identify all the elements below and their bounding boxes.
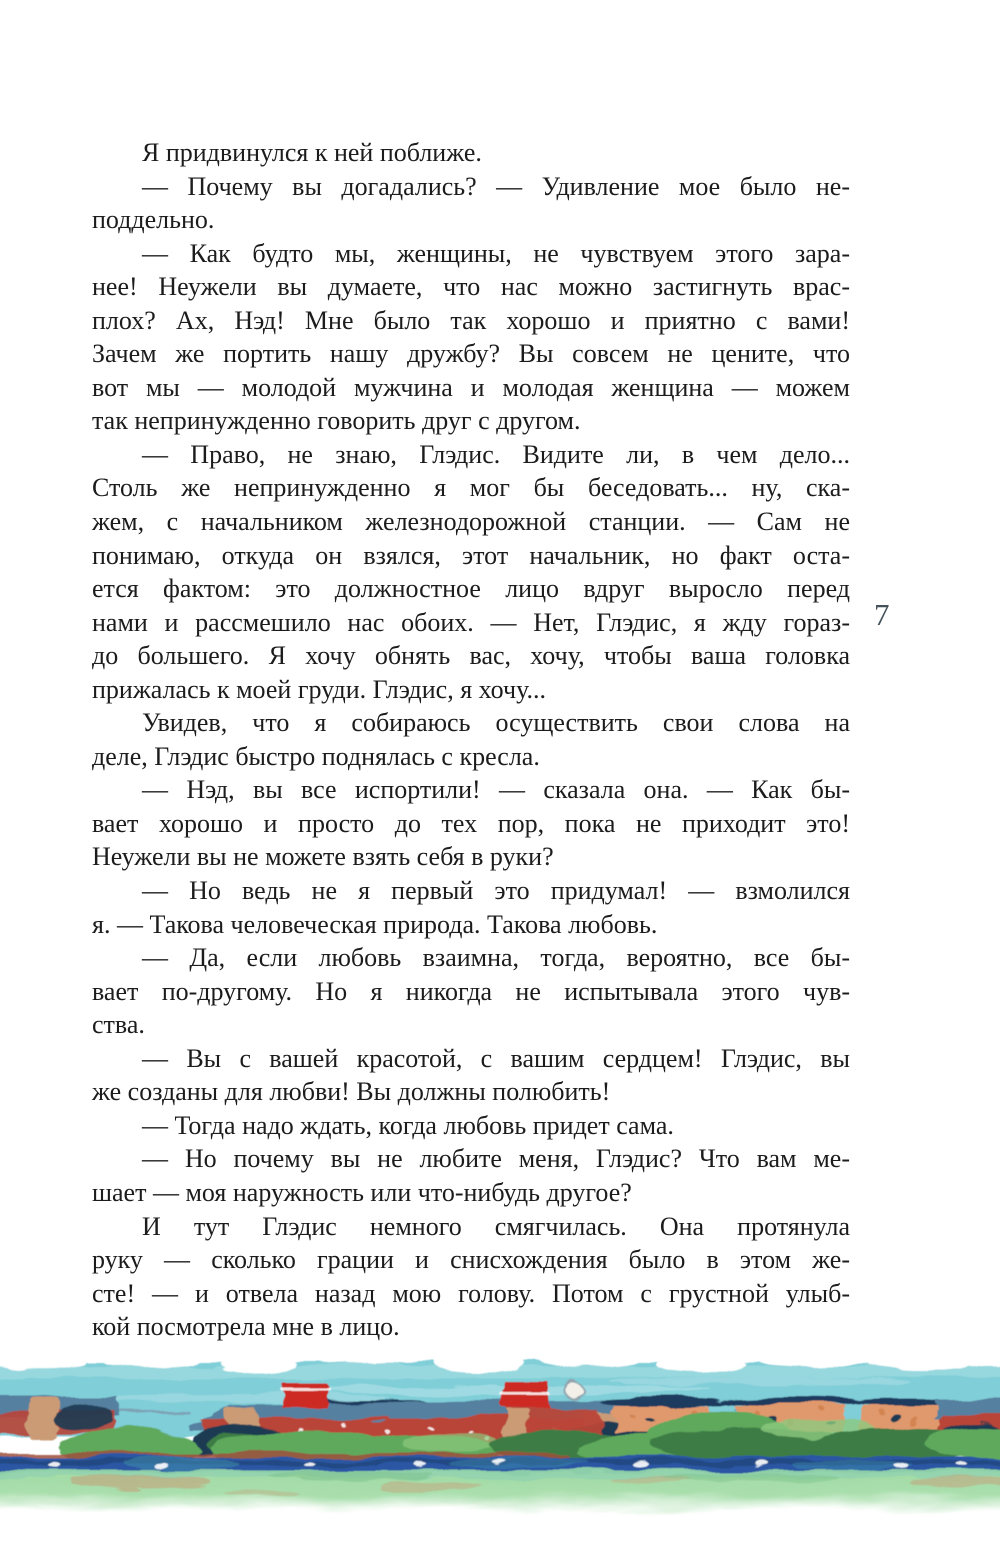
- paragraph: [92, 941, 850, 1042]
- text-line: — Но почему вы не любите меня, Глэдис? Что вам ме-: [142, 1144, 850, 1174]
- paragraph: [92, 1042, 850, 1109]
- text-line: прижалась к моей груди. Глэдис, я хочу...: [92, 674, 546, 704]
- text-line: — Нэд, вы все испортили! — сказала она. — Как бы-: [142, 775, 850, 805]
- text-line: же созданы для любви! Вы должны полюбить!: [92, 1077, 611, 1107]
- text-line: — Но ведь не я первый это придумал! — взмолился: [142, 876, 850, 906]
- text-line: жем, с начальником железнодорожной станции. — Сам не: [92, 507, 850, 537]
- text-line: так непринужденно говорить друг с другом.: [92, 406, 581, 436]
- text-line: Увидев, что я собираюсь осуществить свои слова на: [142, 708, 850, 738]
- paragraph: [92, 136, 850, 170]
- text-line: понимаю, откуда он взялся, этот начальник, но факт оста-: [92, 540, 850, 570]
- text-line: я. — Такова человеческая природа. Такова любовь.: [92, 909, 658, 939]
- text-line: — Почему вы догадались? — Удивление мое было не-: [142, 171, 850, 201]
- text-line: — Право, не знаю, Глэдис. Видите ли, в чем дело...: [142, 439, 850, 469]
- text-line: до большего. Я хочу обнять вас, хочу, чтобы ваша головка: [92, 641, 850, 671]
- text-line: Столь же непринужденно я мог бы беседовать... ну, ска-: [92, 473, 850, 503]
- paragraph: [92, 170, 850, 237]
- paragraph: [92, 237, 850, 438]
- text-line: — Вы с вашей красотой, с вашим сердцем! Глэдис, вы: [142, 1043, 850, 1073]
- paragraph: [92, 1142, 850, 1209]
- text-line: — Как будто мы, женщины, не чувствуем этого зара-: [142, 238, 850, 268]
- text-line: ства.: [92, 1010, 145, 1040]
- text-line: кой посмотрела мне в лицо.: [92, 1312, 400, 1342]
- text-line: поддельно.: [92, 205, 215, 235]
- paragraph: [92, 773, 850, 874]
- text-line: Я придвинулся к ней поближе.: [142, 138, 482, 167]
- text-block: [92, 136, 850, 1344]
- embankment: [0, 1470, 1000, 1512]
- paragraph: [92, 1210, 850, 1344]
- text-line: вот мы — молодой мужчина и молодая женщина — можем: [92, 372, 850, 402]
- text-line: вает хорошо и просто до тех пор, пока не приходит это!: [92, 808, 850, 838]
- text-line: Зачем же портить нашу дружбу? Вы совсем не цените, что: [92, 339, 850, 369]
- text-line: ется фактом: это должностное лицо вдруг выросло перед: [92, 574, 850, 604]
- text-line: руку — сколько грации и снисхождения было в этом же-: [92, 1245, 850, 1275]
- text-line: — Да, если любовь взаимна, тогда, вероятно, все бы-: [142, 943, 850, 973]
- paragraph: [92, 438, 850, 706]
- text-line: нами и рассмешило нас обоих. — Нет, Глэдис, я жду гораз-: [92, 607, 850, 637]
- text-line: — Тогда надо ждать, когда любовь придет сама.: [142, 1110, 674, 1140]
- paragraph: [92, 1109, 850, 1143]
- text-line: нее! Неужели вы думаете, что нас можно застигнуть врас-: [92, 272, 850, 302]
- text-line: деле, Глэдис быстро поднялась с кресла.: [92, 741, 540, 771]
- paragraph: [92, 874, 850, 941]
- page-number: 7: [874, 597, 890, 632]
- text-line: вает по-другому. Но я никогда не испытывала этого чув-: [92, 976, 850, 1006]
- text-line: сте! — и отвела назад мою голову. Потом с грустной улыб-: [92, 1278, 850, 1308]
- paragraph: [92, 706, 850, 773]
- text-line: шает — моя наружность или что-нибудь другое?: [92, 1177, 632, 1207]
- watercolor-illustration: [0, 1352, 1000, 1552]
- text-line: Неужели вы не можете взять себя в руки?: [92, 842, 554, 872]
- text-line: плох? Ах, Нэд! Мне было так хорошо и приятно с вами!: [92, 305, 850, 335]
- text-line: И тут Глэдис немного смягчилась. Она протянула: [142, 1211, 850, 1241]
